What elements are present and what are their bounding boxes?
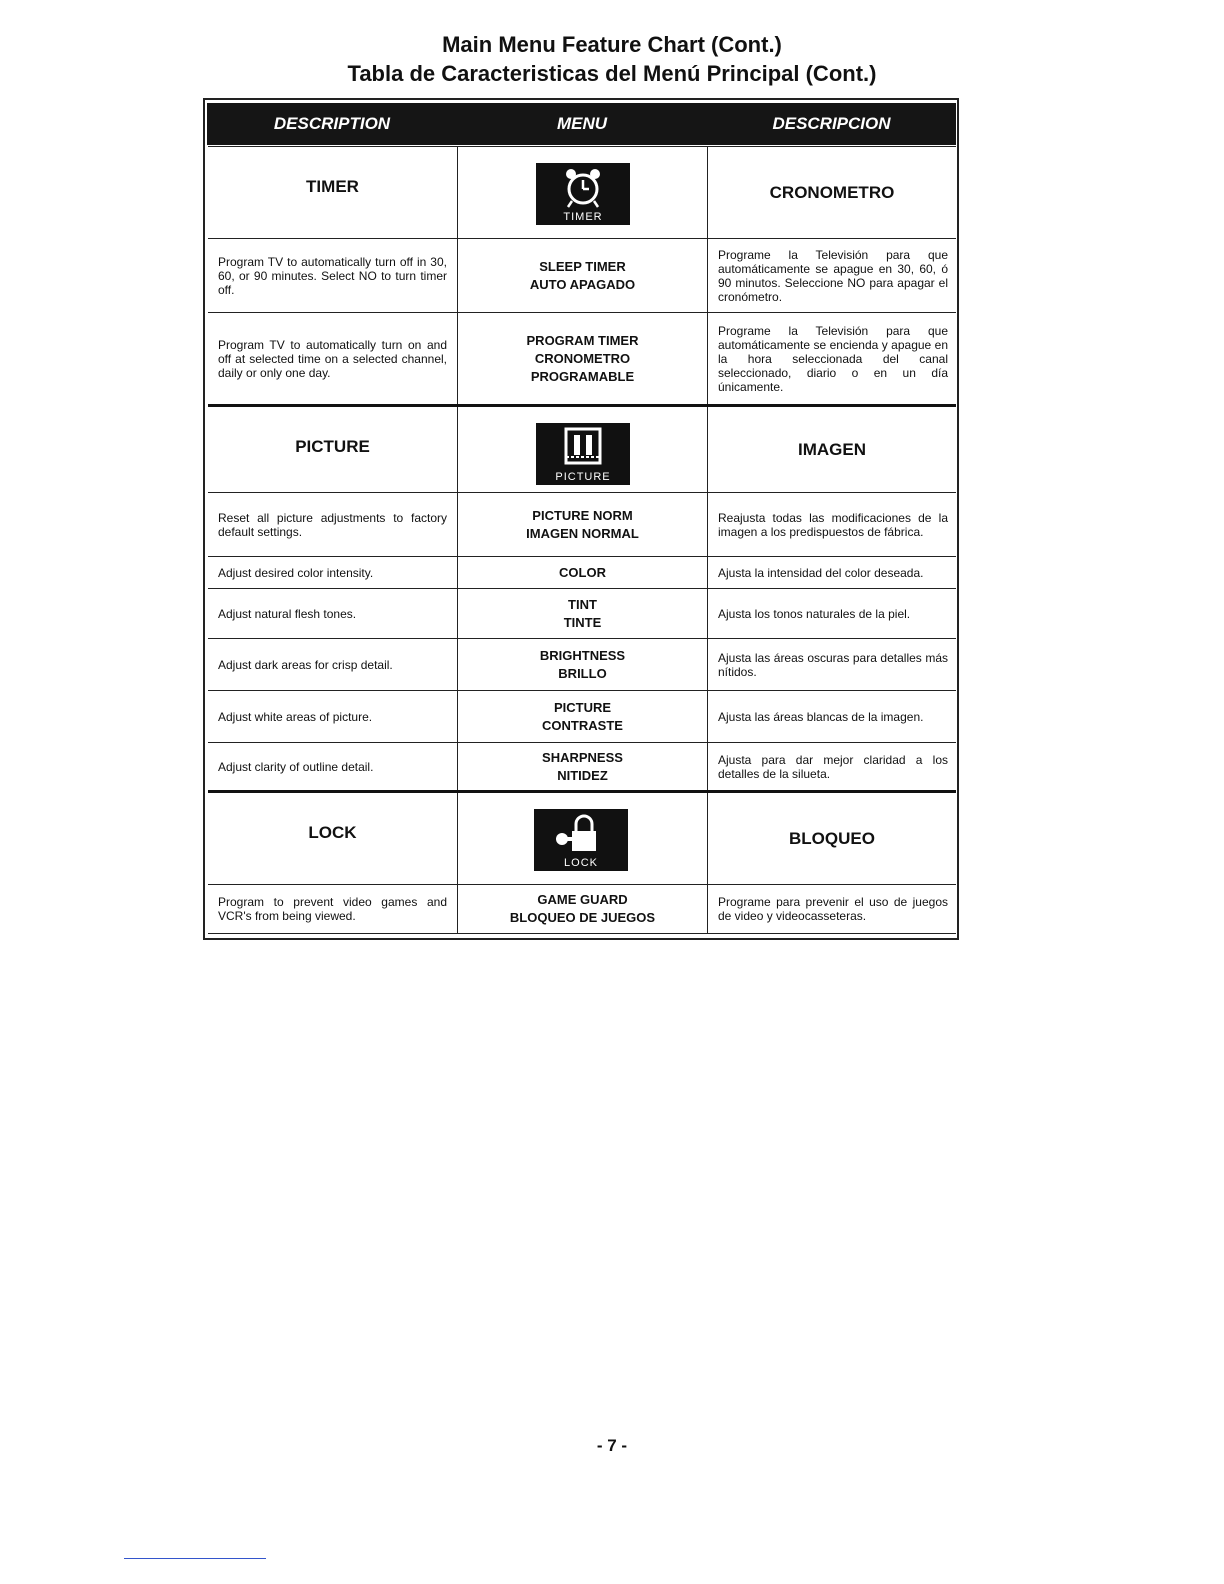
description-es: Programe la Televisión para que automáticamente se apague en 30, 60, ó 90 minutos. Seleccione NO para apagar el cronómetro. xyxy=(718,247,948,304)
menu-item-program-timer: PROGRAM TIMER xyxy=(526,332,639,348)
table-row xyxy=(208,884,956,934)
description-en: Reset all picture adjustments to factory default settings. xyxy=(218,510,447,539)
picture-section-row xyxy=(208,404,956,492)
lock-title-en: LOCK xyxy=(308,823,357,842)
page-number: - 7 - xyxy=(596,1436,628,1455)
header-descripcion: DESCRIPCION xyxy=(772,114,891,133)
menu-item-imagen-normal: IMAGEN NORMAL xyxy=(526,525,639,541)
alarm-clock-icon xyxy=(536,163,630,225)
description-es: Programe la Televisión para que automáticamente se encienda y apague en la hora seleccionada del canal seleccionado, diario o en un día únicamente. xyxy=(718,323,948,394)
menu-item-brightness: BRIGHTNESS xyxy=(539,647,626,663)
padlock-icon xyxy=(534,809,628,871)
description-es: Ajusta las áreas oscuras para detalles más nítidos. xyxy=(718,650,948,679)
description-es: Ajusta las áreas blancas de la imagen. xyxy=(718,709,924,724)
description-es: Programe para prevenir el uso de juegos de video y videocasseteras. xyxy=(718,895,948,923)
menu-item-sharpness: SHARPNESS xyxy=(542,749,623,765)
menu-item-brillo: BRILLO xyxy=(558,665,607,681)
menu-item-sleep-timer: SLEEP TIMER xyxy=(539,258,626,274)
menu-item-picture: PICTURE xyxy=(553,699,612,715)
description-en: Program to prevent video games and VCR's from being viewed. xyxy=(218,895,447,923)
menu-item-tinte: TINTE xyxy=(563,614,602,630)
menu-item-bloqueo-de-juegos: BLOQUEO DE JUEGOS xyxy=(509,910,656,925)
description-en: Adjust natural flesh tones. xyxy=(218,606,357,621)
menu-item-tint: TINT xyxy=(568,596,597,612)
menu-item-game-guard: GAME GUARD xyxy=(537,892,628,907)
description-en: Adjust dark areas for crisp detail. xyxy=(218,657,393,672)
table-row xyxy=(208,492,956,556)
menu-item-picture-norm: PICTURE NORM xyxy=(532,507,633,523)
description-en: Program TV to automatically turn on and off at selected time on a selected channel, daily or only one day. xyxy=(218,337,447,380)
description-en: Adjust desired color intensity. xyxy=(218,565,374,580)
table-row xyxy=(208,588,956,638)
timer-title-es: CRONOMETRO xyxy=(769,182,895,202)
description-es: Ajusta la intensidad del color deseada. xyxy=(718,565,924,580)
timer-icon-label: TIMER xyxy=(563,211,603,223)
table-row xyxy=(208,742,956,790)
lock-icon-label: LOCK xyxy=(564,857,598,869)
menu-item-nitidez: NITIDEZ xyxy=(557,767,608,783)
feature-chart-table xyxy=(203,98,959,940)
picture-title-en: PICTURE xyxy=(295,437,370,456)
description-en: Adjust white areas of picture. xyxy=(218,709,373,724)
description-es: Ajusta los tonos naturales de la piel. xyxy=(718,606,911,621)
picture-icon xyxy=(536,423,630,485)
footer-divider xyxy=(124,1558,266,1559)
menu-item-programable: PROGRAMABLE xyxy=(530,368,635,384)
menu-item-contraste: CONTRASTE xyxy=(542,717,623,733)
table-row xyxy=(208,638,956,690)
picture-icon-label: PICTURE xyxy=(555,471,611,483)
lock-title-es: BLOQUEO xyxy=(789,828,875,848)
title-english: Main Menu Feature Chart (Cont.) xyxy=(442,32,782,57)
title-spanish: Tabla de Caracteristicas del Menú Principal (Cont.) xyxy=(347,61,877,86)
description-en: Program TV to automatically turn off in 30, 60, or 90 minutes. Select NO to turn timer off. xyxy=(218,254,447,297)
table-row xyxy=(208,556,956,588)
description-es: Ajusta para dar mejor claridad a los detalles de la silueta. xyxy=(718,752,948,781)
menu-item-auto-apagado: AUTO APAGADO xyxy=(529,276,636,292)
table-header xyxy=(207,103,956,145)
table-row xyxy=(208,690,956,742)
timer-section-row xyxy=(208,146,956,238)
table-row xyxy=(208,238,956,312)
lock-section-row xyxy=(208,790,956,884)
menu-item-color: COLOR xyxy=(559,564,606,580)
header-description: DESCRIPTION xyxy=(273,114,391,133)
description-es: Reajusta todas las modificaciones de la imagen a los predispuestos de fábrica. xyxy=(718,510,948,539)
header-menu: MENU xyxy=(556,114,608,133)
menu-item-cronometro: CRONOMETRO xyxy=(534,350,631,366)
description-en: Adjust clarity of outline detail. xyxy=(218,759,374,774)
page-title xyxy=(0,30,1224,88)
picture-title-es: IMAGEN xyxy=(798,439,866,459)
table-row xyxy=(208,312,956,404)
timer-title-en: TIMER xyxy=(306,177,359,196)
